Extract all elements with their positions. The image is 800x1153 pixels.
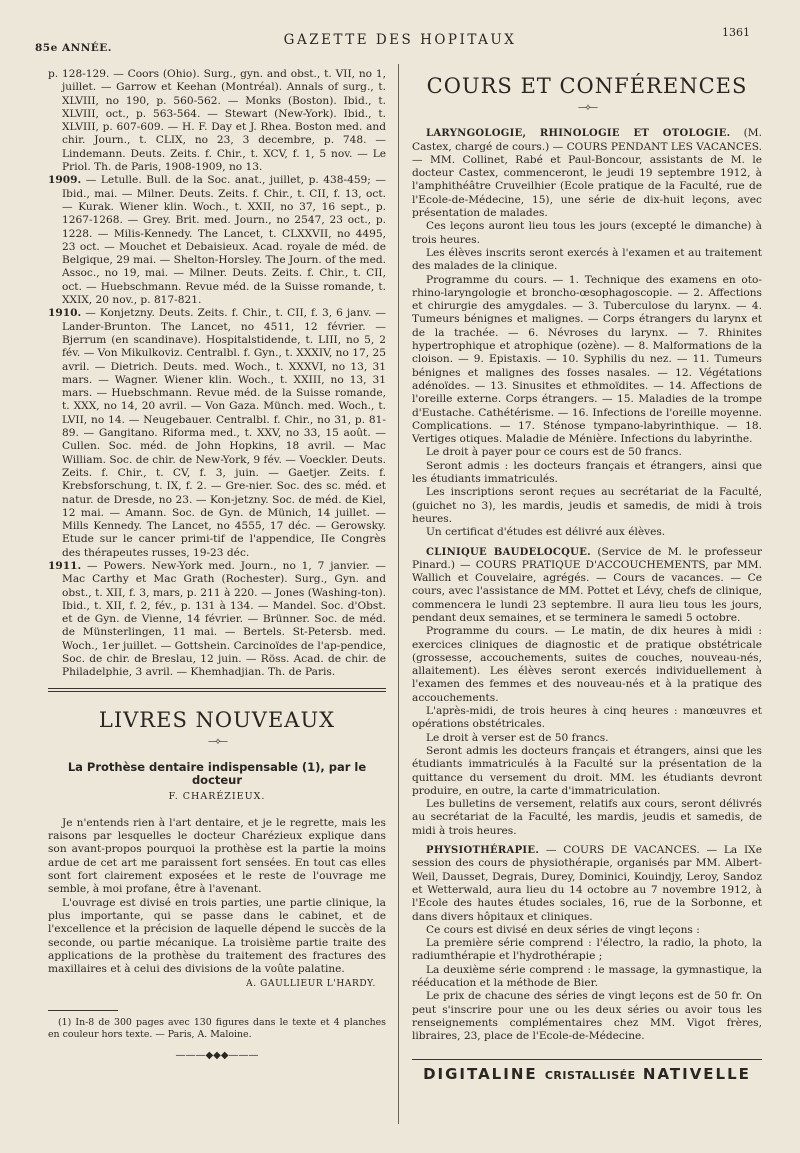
advert-brand: DIGITALINE [423,1065,538,1084]
livres-title: LIVRES NOUVEAUX [98,707,336,732]
bibliography-entry: p. 128-129. — Coors (Ohio). Surg., gyn. and obst., t. VII, no 1, juillet. — Garrow et Keehan (Montréal). Annals of surg., t. XLVIII, no 190, p. 560-562. — Monks (Boston). Ibid., t. XLVIII, oct., p. 563-564. — Stewart (New-York). Ibid., t. XLVIII, p. 607-609. — H. F. Day et J. Rhea. Boston med. and chir. Journ., t. CLIX, no 23, 3 decembre, p. 748. — Lindemann. Deuts. Zeits. f. Chir., t. XCV, f. 1, 5 nov. — Le Priol. Th. de Paris, 1908-1909, no 13. [48,68,386,174]
book-author: F. CHARÉZIEUX. [168,790,266,802]
section-heading: CLINIQUE BAUDELOCQUE. [426,546,591,558]
review-signature: A. GAULLIEUR L'HARDY. [246,979,376,990]
bibliography-entry: 1911. — Powers. New-York med. Journ., no 1, 7 janvier. — Mac Carthy et Mac Grath (Rochester). Surg., Gyn. and obst., t. XII, f. 3, mars, p. 211 à 220. — Jones (Washing-ton). Ibid., t. XII, f. 2, fév., p. 131 à 134. — Mandel. Soc. d'Obst. et de Gyn. de Vienne, 14 février. — Brünner. Soc. de méd. de Münsterlingen, 11 mai. — Bertels. St-Petersb. med. Woch., 1er juillet. — Gottshein. Carcinoïdes de l'ap-pendice, Soc. de chir. de Breslau, 12 juin. — Röss. Acad. de chir. de Philadelphie, 3 avril. — Khemhadjian. Th. de Paris. [48,559,386,679]
page-number: 1361 [722,26,750,39]
ornament: —⟡— [578,103,596,113]
article-paragraph: Les inscriptions seront reçues au secrétariat de la Faculté, (guichet no 3), les mardis, jeudis et samedis, de midi à trois heures. [412,486,762,525]
bibliography-entry: 1909. — Letulle. Bull. de la Soc. anat., juillet, p. 438-459; — Ibid., mai. — Milner. Deuts. Zeits. f. Chir., t. CII, f. 13, oct. — Kurak. Wiener klin. Woch., t. XXII, no 37, 16 sept., p. 1267-1268. — Grey. Brit. med. Journ., no 2547, 23 oct., p. 1228. — Milis-Kennedy. The Lancet, t. CLXXVII, no 4495, 23 oct. — Mouchet et Debaisieux. Acad. royale de méd. de Belgique, 29 mai. — Shelton-Horsley. The Journ. of the med. Assoc., no 19, mai. — Milner. Deuts. Zeits. f. Chir., t. CII, oct. — Huebschmann. Revue méd. de la Suisse romande, t. XXIX, 20 nov., p. 817-821. [48,174,386,307]
article-paragraph: Les bulletins de versement, relatifs aux cours, seront délivrés au secrétariat de la Faculté, les mardis, jeudis et samedis, de midi à trois heures. [412,798,762,837]
advert-name: NATIVELLE [642,1065,751,1084]
article-paragraph: Ces leçons auront lieu tous les jours (excepté le dimanche) à trois heures. [412,220,762,246]
article-paragraph: Seront admis : les docteurs français et étrangers, ainsi que les étudiants immatriculés. [412,459,762,486]
article-paragraph: Les élèves inscrits seront exercés à l'examen et au traitement des malades de la clinique. [412,246,762,273]
article-paragraph: La première série comprend : l'électro, la radio, la photo, la radiumthérapie et l'hydrothérapie ; [412,937,762,963]
article-paragraph: Programme du cours. — Le matin, de dix heures à midi : exercices cliniques de diagnostic et de pratique obstétricale (grossesse, accouchements, suites de couches, nouveau-nés, allaitement). Les élèves seront exercés individuellement à l'examen des femmes et des nouveau-nés et à la pratique des accouchements. [412,625,762,704]
left-column [48,68,386,1138]
bibliography-entry: 1910. — Konjetzny. Deuts. Zeits. f. Chir., t. CII, f. 3, 6 janv. — Lander-Brunton. The Lancet, no 4511, 12 février. — Bjerrum (en scandinave). Hospitalstidende, t. LIII, no 5, 2 fév. — Von Mikulkoviz. Centralbl. f. Gyn., t. XXXIV, no 17, 25 avril. — Dietrich. Deuts. med. Woch., t. XXXVI, no 13, 31 mars. — Wagner. Wiener klin. Woch., t. XXIII, no 13, 31 mars. — Huebschmann. Revue méd. de la Suisse romande, t. XXX, no 14, 20 avril. — Von Gaza. Münch. med. Woch., t. LVII, no 14. — Neugebauer. Centralbl. f. Chir., no 31, p. 81-89. — Gangitano. Riforma med., t. XXV, no 33, 15 août. — Cullen. Soc. méd. de John Hopkins, 18 avril. — Mac William. Soc. de chir. de New-York, 9 fév. — Voeckler. Deuts. Zeits. f. Chir., t. CV, f. 3, juin. — Gaetjer. Zeits. f. Krebsforschung, t. IX, f. 2. — Gre-nier. Soc. des sc. méd. et natur. de Dresde, no 23. — Kon-jetzny. Soc. de méd. de Kiel, 12 mai. — Amann. Soc. de Gyn. de Münich, 14 juillet. — Mills Kennedy. The Lancet, no 4555, 17 déc. — Gerowsky. Etude sur le cancer primi-tif de l'appendice, IIe Congrès des thérapeutes russes, 19-23 déc. [48,307,386,559]
article-paragraph: PHYSIOTHÉRAPIE. — COURS DE VACANCES. — La IXe session des cours de physiothérapie, organisés par MM. Albert-Weil, Dausset, Degrais, Durey, Dominici, Kouindjy, Leroy, Sandoz et Wetterwald, aura lieu du 14 octobre au 7 novembre 1912, à l'Ecole des hautes études sociales, 16, rue de la Sorbonne, et dans divers hôpitaux et cliniques. [412,844,762,923]
end-ornament: ———◆◆◆——— [175,1049,259,1061]
footnote: (1) In-8 de 300 pages avec 130 figures dans le texte et 4 planches en couleur hors texte. — Paris, A. Maloine. [48,1016,386,1040]
section-heading: LARYNGOLOGIE, RHINOLOGIE ET OTOLOGIE. [426,128,731,140]
advert-middle: CRISTALLISÉE [544,1069,636,1083]
ref-year: 1911. [48,559,82,572]
year-label: 85e ANNÉE. [35,42,112,54]
ref-year: 1910. [48,307,82,320]
cours-title: COURS ET CONFÉRENCES [426,74,748,98]
journal-title: GAZETTE DES HOPITAUX [283,32,517,48]
article-paragraph: Le droit à payer pour ce cours est de 50 francs. [426,446,682,459]
bibliography-list [48,68,386,680]
ref-year: 1909. [48,174,82,187]
article-paragraph: Un certificat d'études est délivré aux élèves. [426,526,666,539]
article-paragraph: Le droit à verser est de 50 francs. [426,731,609,744]
article-paragraph: Programme du cours. — 1. Technique des examens en oto-rhino-laryngologie et broncho-œsophagoscopie. — 2. Affections et chirurgie des amygdales. — 3. Tuberculose du larynx. — 4. Tumeurs bénignes et malignes. — Corps étrangers du larynx et de la trachée. — 6. Névroses du larynx. — 7. Rhinites hypertrophique et atrophique (ozène). — 8. Malformations de la cloison. — 9. Epistaxis. — 10. Syphilis du nez. — 11. Tumeurs bénignes et malignes des fosses nasales. — 12. Végétations adénoïdes. — 13. Sinusites et ethmoïdites. — 14. Affections de l'oreille externe. Corps étrangers. — 15. Maladies de la trompe d'Eustache. Cathétérisme. — 16. Infections de l'oreille moyenne. Complications. — 17. Sténose tympano-labyrinthique. — 18. Vertiges otiques. Maladie de Ménière. Infections du labyrinthe. [412,273,762,446]
article-paragraph: Seront admis les docteurs français et étrangers, ainsi que les étudiants immatriculés à la Faculté sur la présentation de la quittance du versement du droit. MM. les étudiants devront produire, en outre, la carte d'immatriculation. [412,744,762,797]
review-paragraph: L'ouvrage est divisé en trois parties, une partie clinique, la plus importante, qui se passe dans le cabinet, et de l'excellence et la précision de laquelle dépend le succès de la seconde, ou partie mécanique. La troisième partie traite des applications de la prothèse du traitement des fractures des maxillaires et à celui des divisions de la voûte palatine. [48,896,386,976]
footnote-rule [48,1010,118,1011]
article-paragraph: Ce cours est divisé en deux séries de vingt leçons : [426,923,700,936]
article-paragraph: La deuxième série comprend : le massage, la gymnastique, la rééducation et la méthode de Bier. [412,963,762,989]
right-column [412,68,762,1138]
review-paragraph: Je n'entends rien à l'art dentaire, et je le regrette, mais les raisons par lesquelles le docteur Charézieux explique dans son avant-propos pourquoi la prothèse est la partie la moins ardue de cet art me paraissent fort sensées. En tout cas elles sont fort clairement exposées et le reste de l'ouvrage me semble, à moi profane, être à l'avenant. [48,816,386,896]
column-divider [398,64,399,1124]
article-paragraph: LARYNGOLOGIE, RHINOLOGIE ET OTOLOGIE. (M. Castex, chargé de cours.) — COURS PENDANT LES VACANCES. — MM. Collinet, Rabé et Paul-Boncour, assistants de M. le docteur Castex, commenceront, le jeudi 19 septembre 1912, à l'amphithéâtre Cruveilhier (Ecole pratique de la Faculté, rue de l'Ecole-de-Médecine, 15), une série de dix-huit leçons, avec présentation de malades. [412,127,762,220]
article-paragraph: CLINIQUE BAUDELOCQUE. (Service de M. le professeur Pinard.) — COURS PRATIQUE D'ACCOUCHEMENTS, par MM. Wallich et Couvelaire, agrégés. — Cours de vacances. — Ce cours, avec l'assistance de MM. Pottet et Lévy, chefs de clinique, commencera le lundi 23 septembre. Il aura lieu tous les jours, pendant deux semaines, et se terminera le samedi 5 octobre. [412,545,762,624]
section-heading: PHYSIOTHÉRAPIE. [426,845,540,857]
article-paragraph: L'après-midi, de trois heures à cinq heures : manœuvres et opérations obstétricales. [412,705,762,731]
ornament: —⟡— [208,736,226,747]
book-title: La Prothèse dentaire indispensable (1), par le docteur [67,759,367,788]
section-divider [48,688,386,692]
article-paragraph: Le prix de chacune des séries de vingt leçons est de 50 fr. On peut s'inscrire pour une ou les deux séries ou avoir tous les renseignements complémentaires chez MM. Vigot frères, libraires, 23, place de l'Ecole-de-Médecine. [412,990,762,1043]
digitaline-advert [412,1059,762,1082]
